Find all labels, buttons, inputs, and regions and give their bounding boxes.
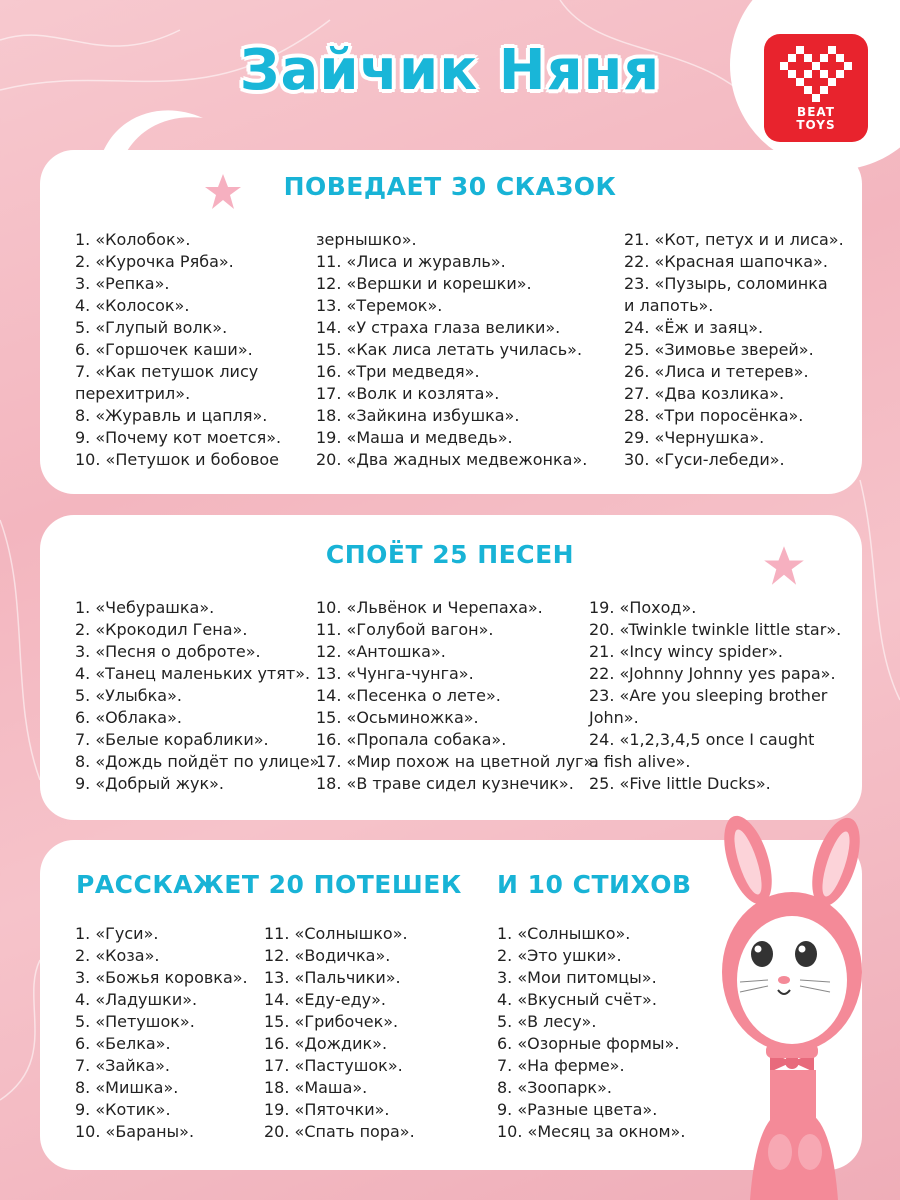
list-item: 18. «Маша». [264,1078,368,1097]
list-item: 9. «Разные цвета». [497,1100,658,1119]
list-item: зернышко». [316,230,417,249]
list-item: 11. «Солнышко». [264,924,408,943]
list-item: 14. «Песенка о лете». [316,686,501,705]
list-item: 24. «1,2,3,4,5 once I caught [589,730,815,749]
list-item: 6. «Горшочек каши». [75,340,253,359]
nursery-column-1 [75,923,248,1143]
list-item: 10. «Петушок и бобовое [75,450,280,469]
list-item: 7. «Зайка». [75,1056,170,1075]
list-item: 23. «Are you sleeping brother [589,686,828,705]
list-item: 17. «Мир похож на цветной луг». [316,752,599,771]
list-item: 7. «Как петушок лису [75,362,259,381]
list-item: 2. «Крокодил Гена». [75,620,248,639]
list-item: 7. «На ферме». [497,1056,625,1075]
list-item: 20. «Два жадных медвежонка». [316,450,588,469]
tales-heading: ПОВЕДАЕТ 30 СКАЗОК [283,172,617,201]
list-item: 1. «Гуси». [75,924,159,943]
list-item: 18. «Зайкина избушка». [316,406,520,425]
list-item: 8. «Журавль и цапля». [75,406,268,425]
list-item: 27. «Два козлика». [624,384,785,403]
list-item: 23. «Пузырь, соломинка [624,274,828,293]
list-item: 25. «Five little Ducks». [589,774,771,793]
list-item: 1. «Колобок». [75,230,191,249]
list-item: 22. «Красная шапочка». [624,252,828,271]
nursery-column-2 [264,923,415,1143]
list-item: 5. «В лесу». [497,1012,597,1031]
list-item: 9. «Котик». [75,1100,171,1119]
list-item: 12. «Водичка». [264,946,391,965]
list-item: 8. «Дождь пойдёт по улице». [75,752,325,771]
list-item: 4. «Колосок». [75,296,190,315]
list-item: 10. «Львёнок и Черепаха». [316,598,543,617]
list-item: 14. «Еду-еду». [264,990,386,1009]
list-item: 13. «Теремок». [316,296,443,315]
list-item: 18. «В траве сидел кузнечик». [316,774,574,793]
list-item: 3. «Мои питомцы». [497,968,657,987]
list-item: 19. «Пяточки». [264,1100,390,1119]
list-item: 6. «Озорные формы». [497,1034,680,1053]
list-item: 20. «Спать пора». [264,1122,415,1141]
list-item: 5. «Улыбка». [75,686,182,705]
list-item: 3. «Репка». [75,274,170,293]
list-item: 16. «Дождик». [264,1034,388,1053]
page-title: Зайчик Няня [239,38,661,103]
list-item: 26. «Лиса и тетерев». [624,362,809,381]
list-item: 24. «Ёж и заяц». [624,318,764,337]
list-item: 19. «Поход». [589,598,697,617]
tales-column-1 [75,229,281,471]
list-item: 10. «Бараны». [75,1122,195,1141]
list-item: 9. «Почему кот моется». [75,428,282,447]
list-item: 4. «Ладушки». [75,990,198,1009]
list-item: 15. «Осьминожка». [316,708,479,727]
list-item: 25. «Зимовье зверей». [624,340,814,359]
list-item: 11. «Лиса и журавль». [316,252,506,271]
list-item: 8. «Зоопарк». [497,1078,612,1097]
list-item: 1. «Солнышко». [497,924,631,943]
list-item: 16. «Три медведя». [316,362,480,381]
list-item: 10. «Месяц за окном». [497,1122,686,1141]
list-item: 21. «Кот, петух и и лиса». [624,230,844,249]
list-item: 8. «Мишка». [75,1078,179,1097]
songs-heading: СПОЁТ 25 ПЕСЕН [325,540,575,569]
list-item: 12. «Вершки и корешки». [316,274,532,293]
list-item: 6. «Белка». [75,1034,171,1053]
poems-heading: И 10 СТИХОВ [497,870,692,899]
list-item: 30. «Гуси-лебеди». [624,450,785,469]
list-item: 4. «Танец маленьких утят». [75,664,311,683]
list-item: 3. «Божья коровка». [75,968,248,987]
bunny-toy-image [700,812,900,1200]
list-item: 20. «Twinkle twinkle little star». [589,620,842,639]
list-item: 28. «Три поросёнка». [624,406,804,425]
list-item: 4. «Вкусный счёт». [497,990,657,1009]
list-item: 16. «Пропала собака». [316,730,507,749]
list-item: 13. «Чунга-чунга». [316,664,474,683]
list-item: 6. «Облака». [75,708,182,727]
list-item: 13. «Пальчики». [264,968,401,987]
list-item: 9. «Добрый жук». [75,774,224,793]
list-item: и лапоть». [624,296,714,315]
list-item: 15. «Грибочек». [264,1012,399,1031]
list-item: 17. «Пастушок». [264,1056,403,1075]
list-item: 2. «Курочка Ряба». [75,252,234,271]
list-item: 14. «У страха глаза велики». [316,318,561,337]
list-item: a fish alive». [589,752,691,771]
poems-column-1 [497,923,685,1143]
list-item: 22. «Johnny Johnny yes papa». [589,664,836,683]
list-item: 2. «Коза». [75,946,160,965]
nursery-heading: РАССКАЖЕТ 20 ПОТЕШЕК [76,870,462,899]
tales-column-3 [624,229,844,471]
list-item: John». [589,708,639,727]
songs-column-1 [75,597,324,795]
list-item: 11. «Голубой вагон». [316,620,494,639]
list-item: 12. «Антошка». [316,642,446,661]
list-item: 1. «Чебурашка». [75,598,215,617]
list-item: 29. «Чернушка». [624,428,765,447]
list-item: 2. «Это ушки». [497,946,622,965]
logo-line-1: BEAT [797,105,835,119]
list-item: 3. «Песня о доброте». [75,642,261,661]
list-item: 7. «Белые кораблики». [75,730,269,749]
logo-line-2: TOYS [796,118,836,132]
list-item: 5. «Петушок». [75,1012,195,1031]
list-item: 15. «Как лиса летать училась». [316,340,583,359]
songs-column-2 [316,597,598,795]
list-item: 19. «Маша и медведь». [316,428,513,447]
list-item: 21. «Incy wincy spider». [589,642,783,661]
list-item: 17. «Волк и козлята». [316,384,500,403]
list-item: перехитрил». [75,384,191,403]
songs-column-3 [589,597,841,795]
tales-column-2 [316,229,587,471]
list-item: 5. «Глупый волк». [75,318,228,337]
